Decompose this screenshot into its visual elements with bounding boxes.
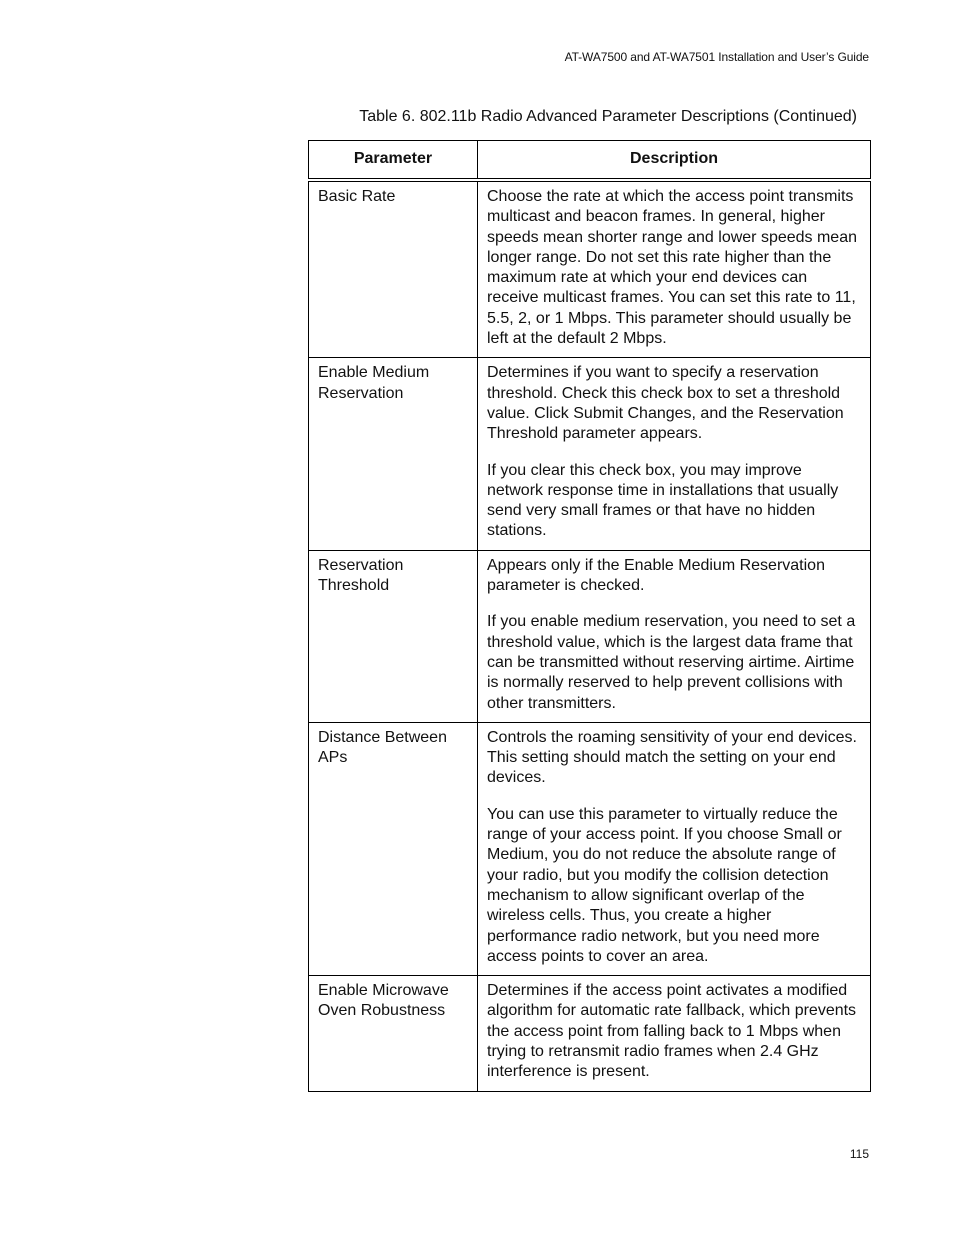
description-paragraph: Controls the roaming sensitivity of your end devices. This setting should match the setting on your end devices. xyxy=(487,728,857,787)
description-paragraph: Determines if you want to specify a reservation threshold. Check this check box to set a threshold value. Click Submit Changes, and the Reservation Threshold parameter appears. xyxy=(487,364,844,443)
description-paragraph: You can use this parameter to virtually reduce the range of your access point. If you choose Small or Medium, you do not reduce the absolute range of your radio, but you modify the collision detection mechanism to allow significant overlap of the wireless cells. Thus, you create a higher performance radio network, but you need more access points to cover an area. xyxy=(487,805,842,965)
parameter-table xyxy=(308,140,871,1092)
table-row xyxy=(309,976,871,1091)
table-row xyxy=(309,722,871,975)
parameter-cell: Basic Rate xyxy=(309,180,478,358)
parameter-cell: Enable Microwave Oven Robustness xyxy=(309,976,478,1091)
description-cell xyxy=(478,180,871,358)
description-cell xyxy=(478,550,871,722)
parameter-cell: Distance Between APs xyxy=(309,722,478,975)
parameter-cell: Reservation Threshold xyxy=(309,550,478,722)
description-cell xyxy=(478,358,871,550)
description-paragraph: If you enable medium reservation, you need to set a threshold value, which is the largest data frame that can be transmitted without reserving airtime. Airtime is normally reserved to help prevent collisions with other transmitters. xyxy=(487,613,856,712)
page-number: 115 xyxy=(849,1147,869,1161)
column-header-description: Description xyxy=(478,141,871,181)
description-paragraph: Choose the rate at which the access point transmits multicast and beacon frames. In general, higher speeds mean shorter range and lower speeds mean longer range. Do not set this rate higher than the maximum rate at which your end devices can receive multicast frames. You can set this rate to 11, 5.5, 2, or 1 Mbps. This parameter should usually be left at the default 2 Mbps. xyxy=(487,188,857,348)
description-paragraph: Determines if the access point activates a modified algorithm for automatic rate fallback, which prevents the access point from falling back to 1 Mbps when trying to retransmit radio frames when 2.4 GHz interference is present. xyxy=(487,982,857,1081)
running-header: AT-WA7500 and AT-WA7501 Installation and User’s Guide xyxy=(564,50,869,64)
description-cell xyxy=(478,976,871,1091)
description-paragraph: If you clear this check box, you may improve network response time in installations that usually send very small frames or that have no hidden stations. xyxy=(487,461,839,540)
table-row xyxy=(309,180,871,358)
parameter-cell: Enable Medium Reservation xyxy=(309,358,478,550)
description-cell xyxy=(478,722,871,975)
description-paragraph: Appears only if the Enable Medium Reservation parameter is checked. xyxy=(487,556,825,595)
column-header-parameter: Parameter xyxy=(309,141,478,181)
table-header-row xyxy=(309,141,871,181)
table-caption: Table 6. 802.11b Radio Advanced Parameter Descriptions (Continued) xyxy=(359,108,857,125)
table-row xyxy=(309,358,871,550)
table-row xyxy=(309,550,871,722)
